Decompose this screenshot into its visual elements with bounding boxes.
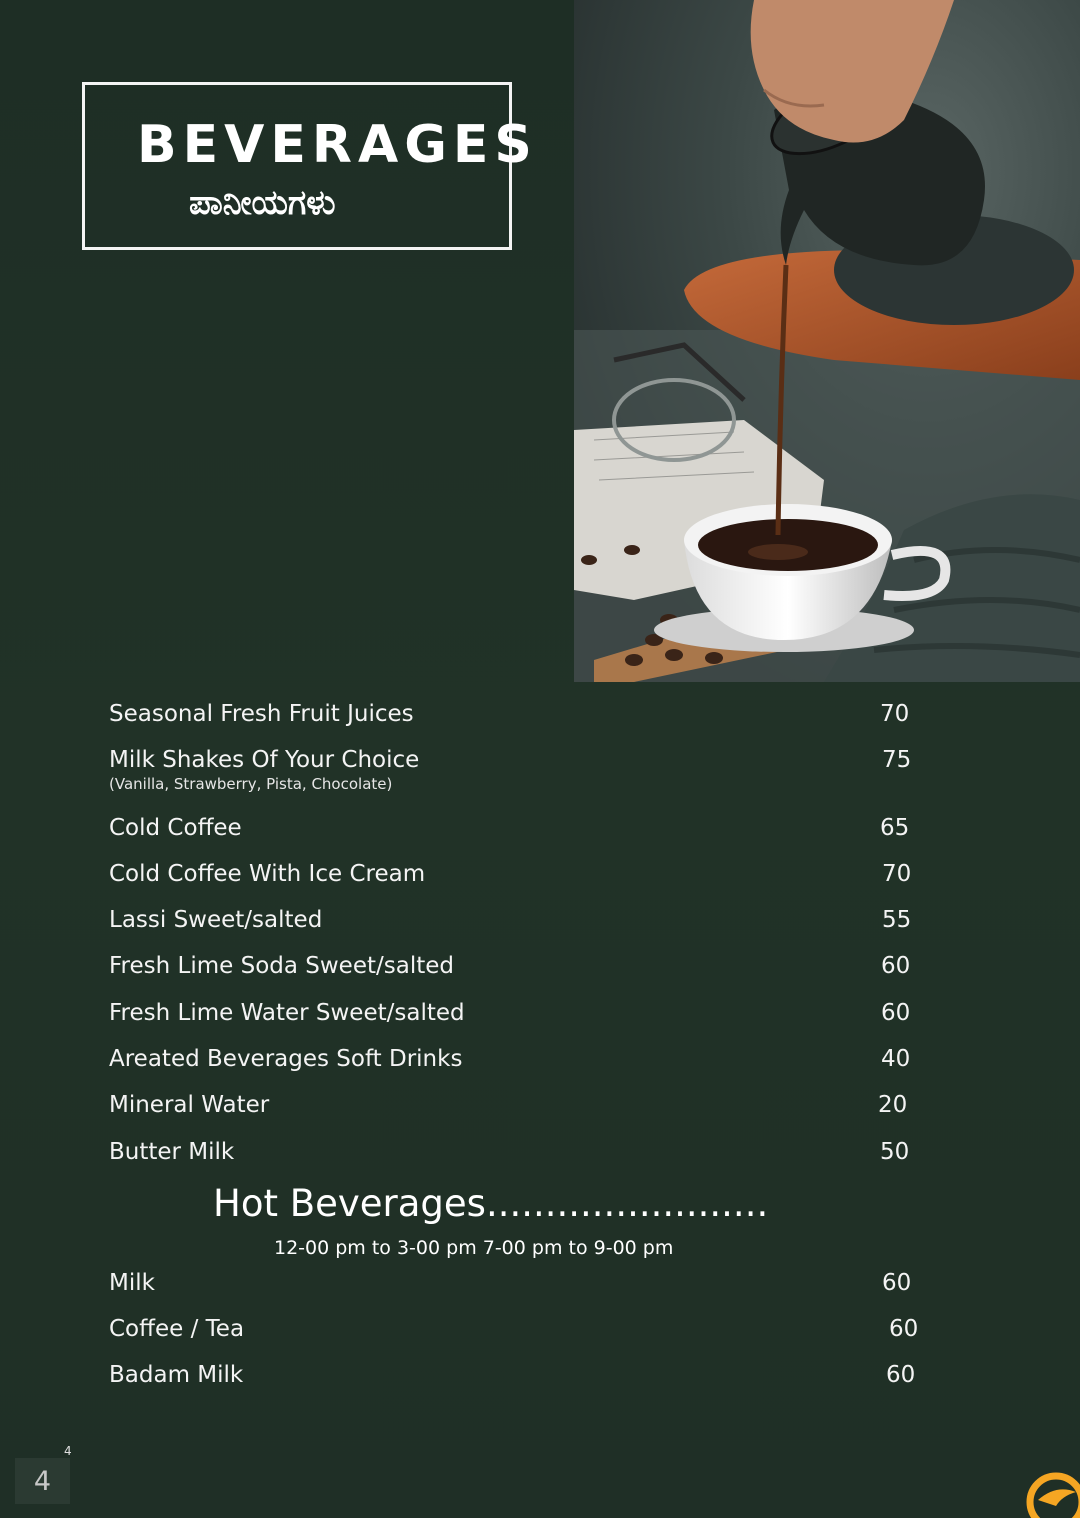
menu-item [109,1316,929,1342]
item-name: Cold Coffee [109,815,242,841]
menu-item [109,907,929,933]
item-price: 60 [881,1000,911,1026]
item-name: Mineral Water [109,1092,270,1118]
coffee-pour-photo [574,0,1080,682]
item-name: Seasonal Fresh Fruit Juices [109,701,414,727]
item-price: 70 [880,701,910,727]
menu-item [109,953,929,979]
menu-item [109,747,929,793]
page-number-button[interactable]: 4 [15,1458,70,1504]
hot-beverages-hours: 12-00 pm to 3-00 pm 7-00 pm to 9-00 pm [274,1237,674,1259]
menu-item [109,1362,929,1388]
item-price: 40 [881,1046,911,1072]
hot-beverages-heading: Hot Beverages........................ [213,1182,769,1225]
item-price: 60 [886,1362,916,1388]
menu-item [109,1000,929,1026]
page-number-superscript: 4 [64,1444,72,1458]
menu-item [109,1046,929,1072]
item-price: 60 [882,1270,912,1296]
item-price: 65 [880,815,910,841]
page-title: BEVERAGES [137,115,538,175]
item-price: 70 [882,861,912,887]
item-price: 75 [882,747,912,773]
menu-item [109,701,929,727]
item-name: Fresh Lime Soda Sweet/salted [109,953,454,979]
item-price: 50 [880,1139,910,1165]
item-name: Badam Milk [109,1362,244,1388]
item-name: Fresh Lime Water Sweet/salted [109,1000,465,1026]
item-price: 60 [889,1316,919,1342]
item-name: Milk Shakes Of Your Choice [109,747,420,773]
item-name: Milk [109,1270,155,1296]
item-name: Coffee / Tea [109,1316,245,1342]
item-price: 60 [881,953,911,979]
item-price: 20 [878,1092,908,1118]
item-options: (Vanilla, Strawberry, Pista, Chocolate) [109,775,393,793]
item-name: Lassi Sweet/salted [109,907,323,933]
menu-item [109,1270,929,1296]
item-name: Butter Milk [109,1139,235,1165]
menu-item [109,1092,929,1118]
menu-item [109,861,929,887]
brand-logo-icon[interactable] [1026,1470,1080,1518]
item-name: Cold Coffee With Ice Cream [109,861,426,887]
item-price: 55 [882,907,912,933]
item-name: Areated Beverages Soft Drinks [109,1046,463,1072]
page-title-kannada: ಪಾನೀಯಗಳು [189,183,336,223]
menu-item [109,815,929,841]
menu-item [109,1139,929,1165]
title-box [82,82,538,250]
